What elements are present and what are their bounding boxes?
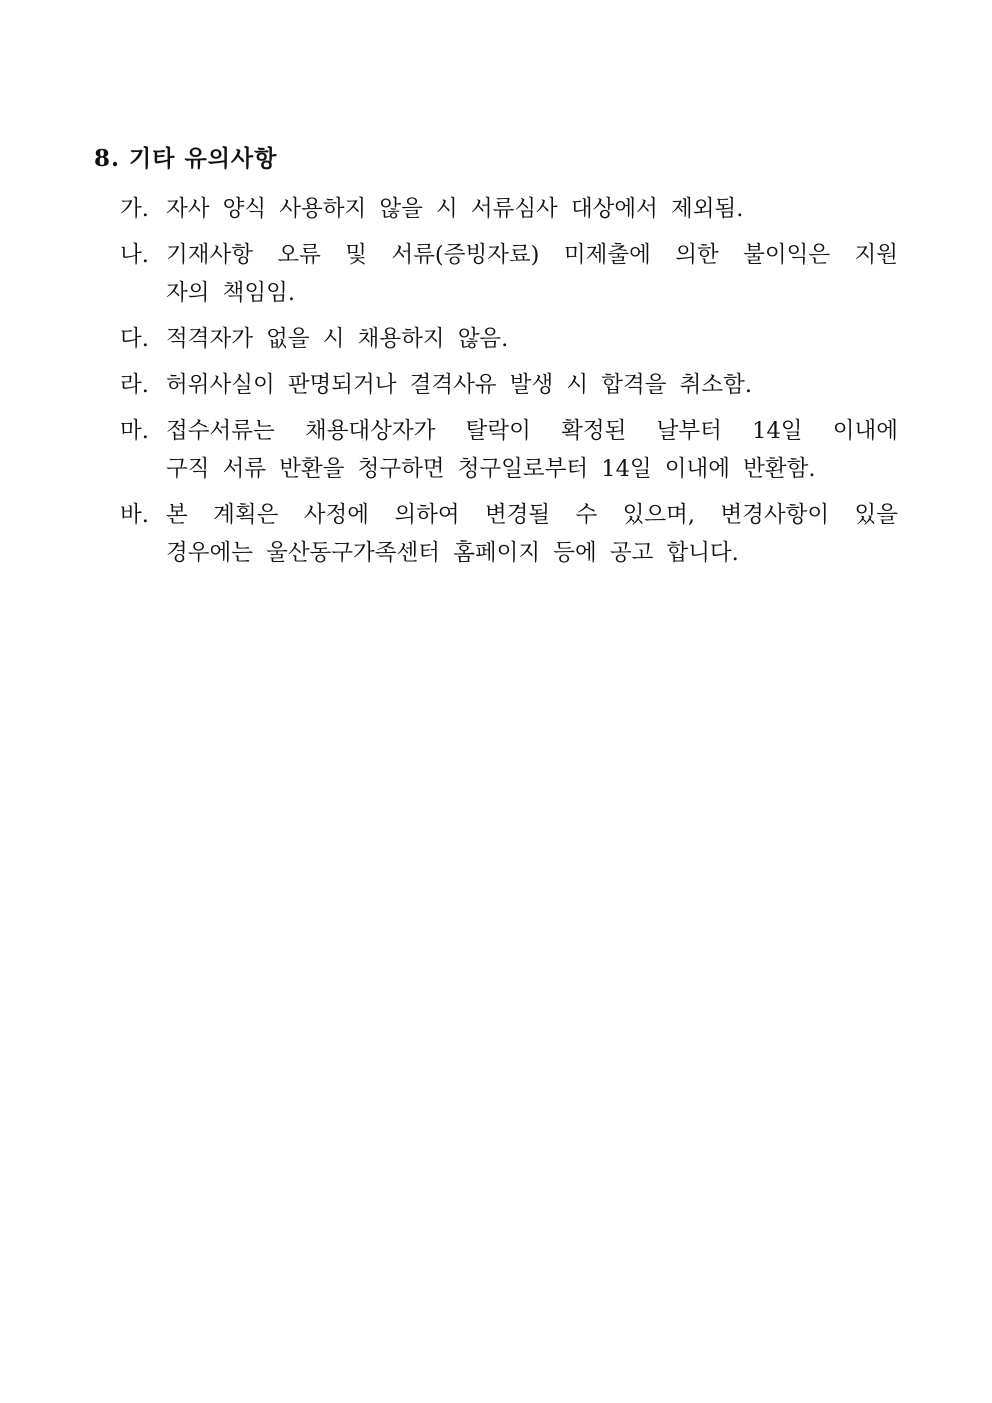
item-marker: 바. [120, 502, 149, 528]
section-title-text: 기타 유의사항 [129, 145, 278, 172]
item-text [166, 236, 898, 312]
item-line: 허위사실이 판명되거나 결격사유 발생 시 합격을 취소함. [166, 372, 752, 398]
notice-list [120, 190, 898, 580]
list-item [120, 412, 898, 488]
item-text [166, 190, 898, 228]
item-text [166, 320, 898, 358]
item-text [166, 412, 898, 488]
item-text [166, 496, 898, 572]
list-item [120, 496, 898, 572]
list-item [120, 366, 898, 404]
item-line: 자의 책임임. [166, 280, 295, 306]
item-marker: 가. [120, 196, 149, 222]
item-line: 경우에는 울산동구가족센터 홈페이지 등에 공고 합니다. [166, 540, 739, 566]
item-line: 기재사항 오류 및 서류(증빙자료) 미제출에 의한 불이익은 지원 [166, 242, 898, 268]
item-line: 구직 서류 반환을 청구하면 청구일로부터 14일 이내에 반환함. [166, 456, 816, 482]
item-line: 자사 양식 사용하지 않을 시 서류심사 대상에서 제외됨. [166, 196, 744, 222]
section-heading [94, 140, 277, 173]
item-line: 적격자가 없을 시 채용하지 않음. [166, 326, 509, 352]
list-item [120, 320, 898, 358]
item-marker: 나. [120, 242, 149, 268]
item-text [166, 366, 898, 404]
section-number: 8. [94, 145, 121, 172]
item-marker: 마. [120, 418, 149, 444]
item-line: 본 계획은 사정에 의하여 변경될 수 있으며, 변경사항이 있을 [166, 502, 898, 528]
item-line: 접수서류는 채용대상자가 탈락이 확정된 날부터 14일 이내에 [166, 418, 898, 444]
list-item [120, 190, 898, 228]
list-item [120, 236, 898, 312]
item-marker: 다. [120, 326, 149, 352]
item-marker: 라. [120, 372, 149, 398]
